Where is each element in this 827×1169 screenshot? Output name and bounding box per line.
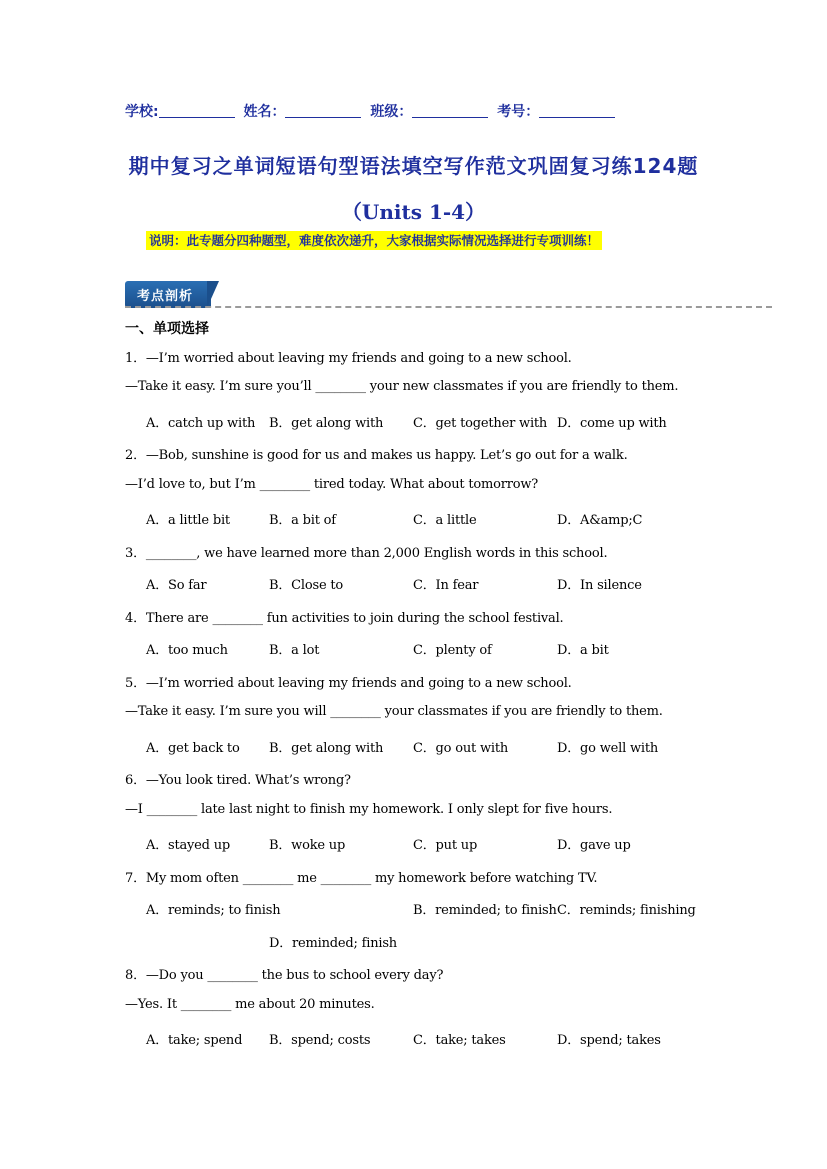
question-1-option-b: B．get along with [269,416,384,431]
student-info-header [125,101,727,121]
question-6-option-a: A．stayed up [146,838,231,853]
question-8-line-1: 8．—Do you ________ the bus to school every day? [125,968,444,983]
name-blank [285,103,361,118]
question-5-option-b: B．get along with [269,741,384,756]
question-4-option-b: B．a lot [269,643,320,658]
question-2-line-2: —I’d love to, but I’m ________ tired today. What about tomorrow? [125,477,539,492]
question-8-option-c: C．take; takes [413,1033,506,1048]
question-8-option-b: B．spend; costs [269,1033,371,1048]
question-3-option-b: B．Close to [269,578,344,593]
question-1-option-c: C．get together with [413,416,548,431]
question-1-option-a: A．catch up with [146,416,256,431]
question-4-option-a: A．too much [146,643,228,658]
document-subtitle: （Units 1-4） [341,200,486,224]
question-6-option-b: B．woke up [269,838,346,853]
question-8-line-2: —Yes. It ________ me about 20 minutes. [125,997,375,1012]
section-tab-arrow [207,281,219,308]
question-2-option-a: A．a little bit [146,513,230,528]
question-6-option-c: C．put up [413,838,478,853]
question-1-line-2: —Take it easy. I’m sure you’ll ________ your new classmates if you are friendly to them. [125,379,679,394]
exam-number-label: 考号： [497,104,540,120]
question-7-option-b: B．reminded; to finish [413,903,557,918]
question-7-option-d: D．reminded; finish [269,936,397,951]
question-5-line-2: —Take it easy. I’m sure you will ________ your classmates if you are friendly to them. [125,704,663,719]
question-4-line-1: 4．There are ________ fun activities to join during the school festival. [125,611,564,626]
dashed-divider [125,306,772,308]
question-3-option-a: A．So far [146,578,207,593]
exam-number-blank [539,103,615,118]
question-7-option-a: A．reminds; to finish [146,903,281,918]
question-5-option-c: C．go out with [413,741,509,756]
question-5-line-1: 5．—I’m worried about leaving my friends and going to a new school. [125,676,572,691]
question-4-option-c: C．plenty of [413,643,492,658]
instruction-note: 说明：此专题分四种题型，难度依次递升，大家根据实际情况选择进行专项训练！ [146,231,602,250]
question-6-line-2: —I ________ late last night to finish my homework. I only slept for five hours. [125,802,613,817]
question-2-option-b: B．a bit of [269,513,336,528]
name-label: 姓名： [243,104,286,120]
question-5-option-a: A．get back to [146,741,240,756]
section-tab-label: 考点剖析 [137,289,194,304]
question-8-option-a: A．take; spend [146,1033,243,1048]
question-6-line-1: 6．—You look tired. What’s wrong? [125,773,351,788]
question-7-line-1: 7．My mom often ________ me ________ my homework before watching TV. [125,871,598,886]
class-blank [412,103,488,118]
document-title: 期中复习之单词短语句型语法填空写作范文巩固复习练124题 [128,154,699,178]
question-3-option-d: D．In silence [557,578,642,593]
question-3-line-1: 3．________, we have learned more than 2,000 English words in this school. [125,546,608,561]
section-heading: 一、单项选择 [125,321,209,337]
question-2-option-c: C．a little [413,513,477,528]
class-label: 班级： [370,104,413,120]
question-4-option-d: D．a bit [557,643,609,658]
school-blank [159,103,235,118]
question-1-option-d: D．come up with [557,416,667,431]
question-8-option-d: D．spend; takes [557,1033,661,1048]
question-3-option-c: C．In fear [413,578,479,593]
question-1-line-1: 1．—I’m worried about leaving my friends and going to a new school. [125,351,572,366]
question-2-line-1: 2．—Bob, sunshine is good for us and makes us happy. Let’s go out for a walk. [125,448,628,463]
question-6-option-d: D．gave up [557,838,631,853]
question-2-option-d: D．A&amp;C [557,513,643,528]
question-7-option-c: C．reminds; finishing [557,903,696,918]
question-5-option-d: D．go well with [557,741,659,756]
school-label: 学校: [125,104,159,120]
